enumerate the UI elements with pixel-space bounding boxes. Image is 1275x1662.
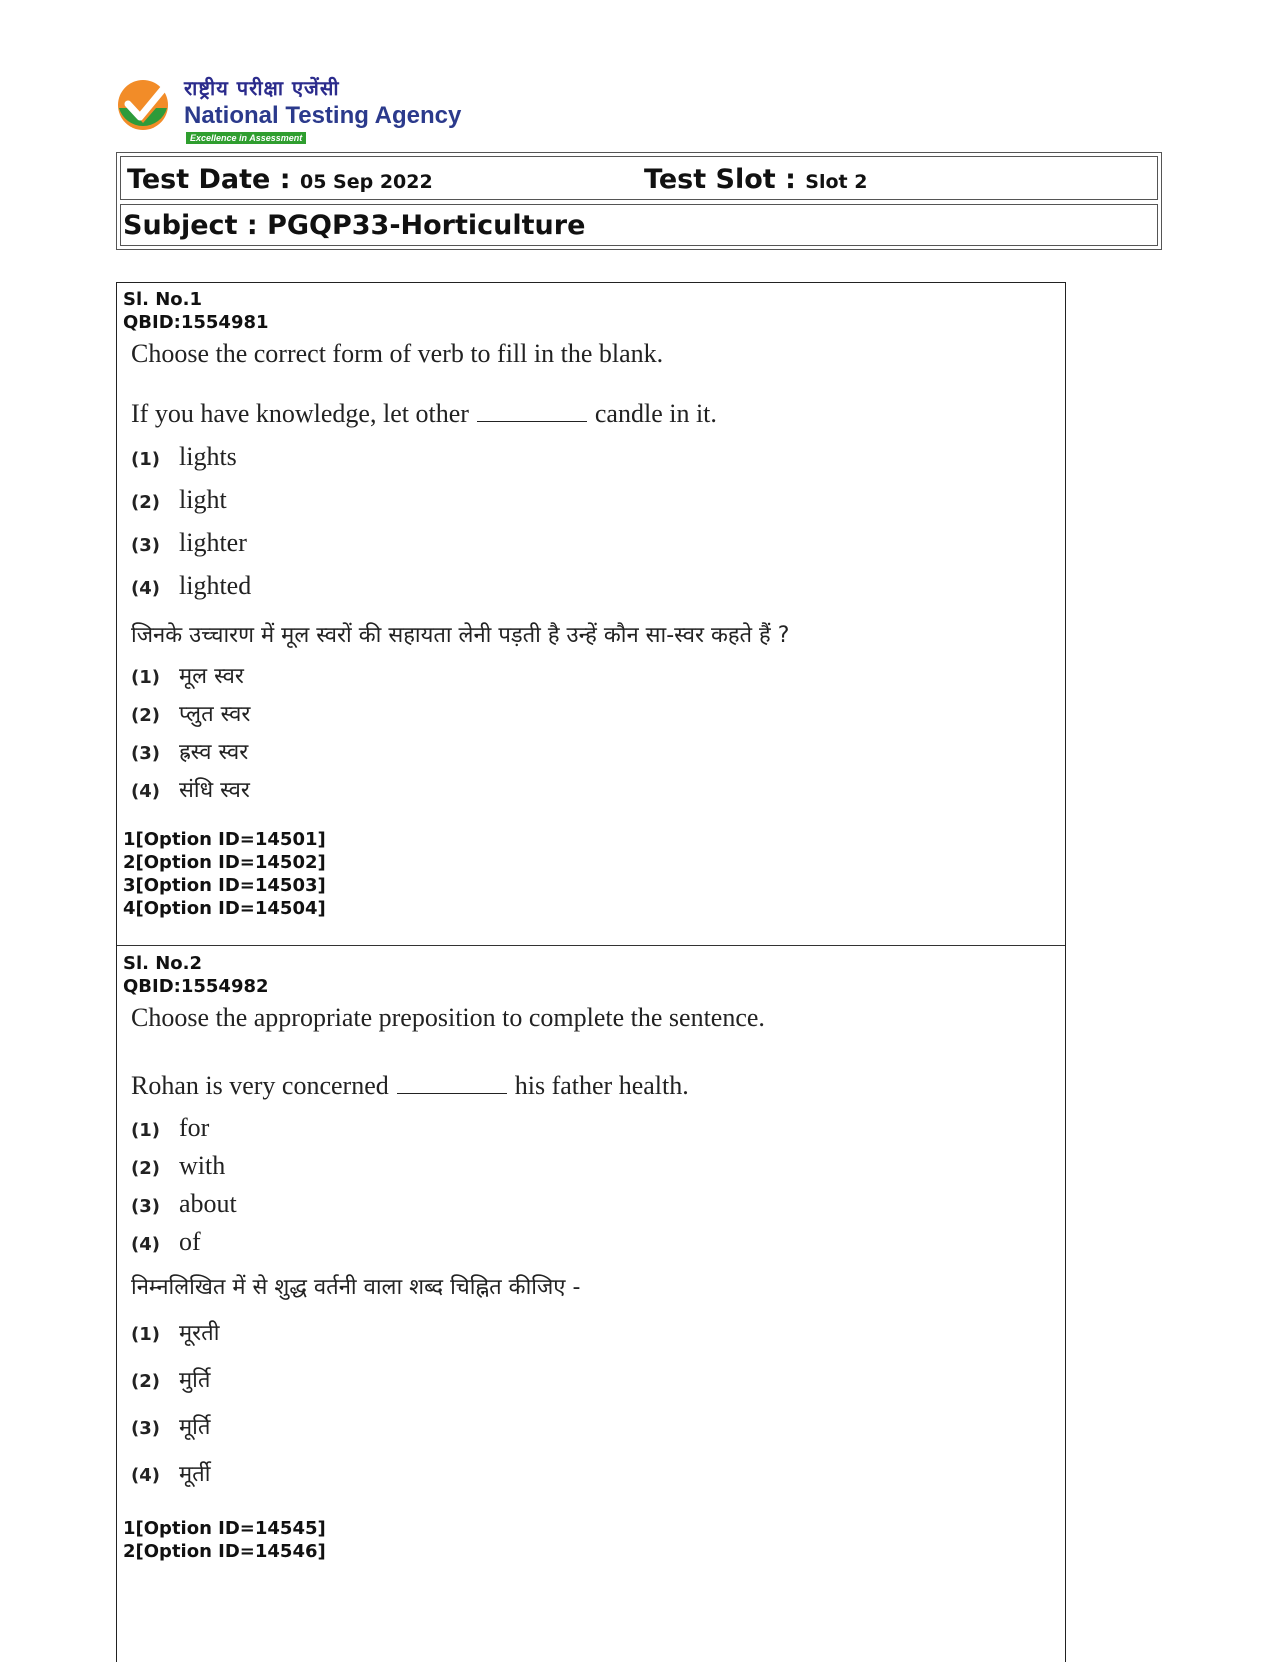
option-number: (3) — [131, 535, 160, 556]
option-number: (2) — [131, 705, 160, 726]
question-qbid: QBID:1554982 — [123, 976, 269, 997]
english-instruction: Choose the appropriate preposition to complete the sentence. — [131, 1003, 765, 1032]
question-sl-no: Sl. No.2 — [123, 953, 203, 974]
option-number: (2) — [131, 492, 160, 513]
option — [131, 1458, 210, 1488]
sentence-before-blank: Rohan is very concerned — [131, 1071, 389, 1100]
test-info-header — [116, 152, 1162, 250]
sentence-after-blank: candle in it. — [594, 399, 717, 428]
option-text: मुर्ति — [179, 1368, 211, 1393]
english-instruction: Choose the correct form of verb to fill in the blank. — [131, 339, 664, 368]
sentence-before-blank: If you have knowledge, let other — [131, 399, 469, 428]
option-text: lighted — [179, 571, 252, 600]
test-slot-value: Slot 2 — [805, 171, 868, 193]
option — [131, 1227, 201, 1257]
logo-hindi-text: राष्ट्रीय परीक्षा एजेंसी — [184, 76, 340, 100]
option — [131, 774, 250, 804]
subject-row — [120, 204, 1158, 246]
test-date-label: Test Date : — [127, 164, 291, 195]
option-text: मूर्ती — [179, 1462, 211, 1487]
option-text: lights — [179, 442, 237, 471]
option-text: ह्रस्व स्वर — [179, 740, 249, 765]
option-number: (1) — [131, 449, 160, 470]
question-sl-no: Sl. No.1 — [123, 289, 203, 310]
option-id: 2[Option ID=14546] — [123, 1541, 326, 1562]
option — [131, 736, 248, 766]
option — [131, 528, 247, 558]
fill-blank — [397, 1092, 507, 1094]
question-divider — [117, 945, 1065, 946]
logo-english-text: National Testing Agency — [184, 102, 462, 129]
option — [131, 1411, 210, 1441]
option — [131, 571, 251, 601]
option-text: प्लुत स्वर — [179, 702, 251, 727]
nta-logo — [116, 72, 476, 146]
option-id: 4[Option ID=14504] — [123, 898, 326, 919]
option-text: मूल स्वर — [179, 664, 244, 689]
option-number: (1) — [131, 1120, 160, 1141]
logo-tagline: Excellence in Assessment — [186, 132, 306, 144]
subject-text: Subject : PGQP33-Horticulture — [123, 210, 586, 241]
option — [131, 485, 227, 515]
option-id: 1[Option ID=14545] — [123, 1518, 326, 1539]
option — [131, 1317, 219, 1347]
option — [131, 660, 244, 690]
test-slot-label: Test Slot : — [644, 164, 796, 195]
option — [131, 1189, 237, 1219]
english-sentence — [131, 1071, 689, 1101]
option-text: light — [179, 485, 227, 514]
test-date — [127, 164, 433, 195]
option-number: (4) — [131, 1234, 160, 1255]
option-text: with — [179, 1151, 226, 1180]
option-number: (4) — [131, 781, 160, 802]
option-text: lighter — [179, 528, 247, 557]
option-number: (3) — [131, 1196, 160, 1217]
option-number: (2) — [131, 1371, 160, 1392]
option — [131, 1151, 225, 1181]
option-id: 2[Option ID=14502] — [123, 852, 326, 873]
option-text: संधि स्वर — [179, 778, 250, 803]
option-id: 1[Option ID=14501] — [123, 829, 326, 850]
option-text: मूर्ति — [179, 1415, 211, 1440]
option-text: of — [179, 1227, 201, 1256]
question-paper-box — [116, 282, 1066, 1662]
sentence-after-blank: his father health. — [514, 1071, 689, 1100]
option-number: (4) — [131, 1465, 160, 1486]
option-number: (1) — [131, 1324, 160, 1345]
option-number: (1) — [131, 667, 160, 688]
option-number: (4) — [131, 578, 160, 599]
option — [131, 698, 250, 728]
question-qbid: QBID:1554981 — [123, 312, 269, 333]
hindi-question: निम्नलिखित में से शुद्ध वर्तनी वाला शब्द चिह्नित कीजिए - — [131, 1275, 581, 1300]
test-slot — [644, 164, 867, 195]
option-number: (3) — [131, 1418, 160, 1439]
option-id: 3[Option ID=14503] — [123, 875, 326, 896]
fill-blank — [477, 420, 587, 422]
option-text: मूरती — [179, 1321, 220, 1346]
option — [131, 1113, 209, 1143]
option-number: (3) — [131, 743, 160, 764]
option-text: for — [179, 1113, 210, 1142]
english-sentence — [131, 399, 717, 429]
option — [131, 1364, 210, 1394]
hindi-question: जिनके उच्चारण में मूल स्वरों की सहायता लेनी पड़ती है उन्हें कौन सा-स्वर कहते हैं ? — [131, 623, 790, 648]
test-date-value: 05 Sep 2022 — [299, 171, 433, 193]
option-number: (2) — [131, 1158, 160, 1179]
nta-check-logo-icon — [116, 78, 170, 132]
option-text: about — [179, 1189, 237, 1218]
test-date-slot-row — [120, 156, 1158, 200]
option — [131, 442, 237, 472]
